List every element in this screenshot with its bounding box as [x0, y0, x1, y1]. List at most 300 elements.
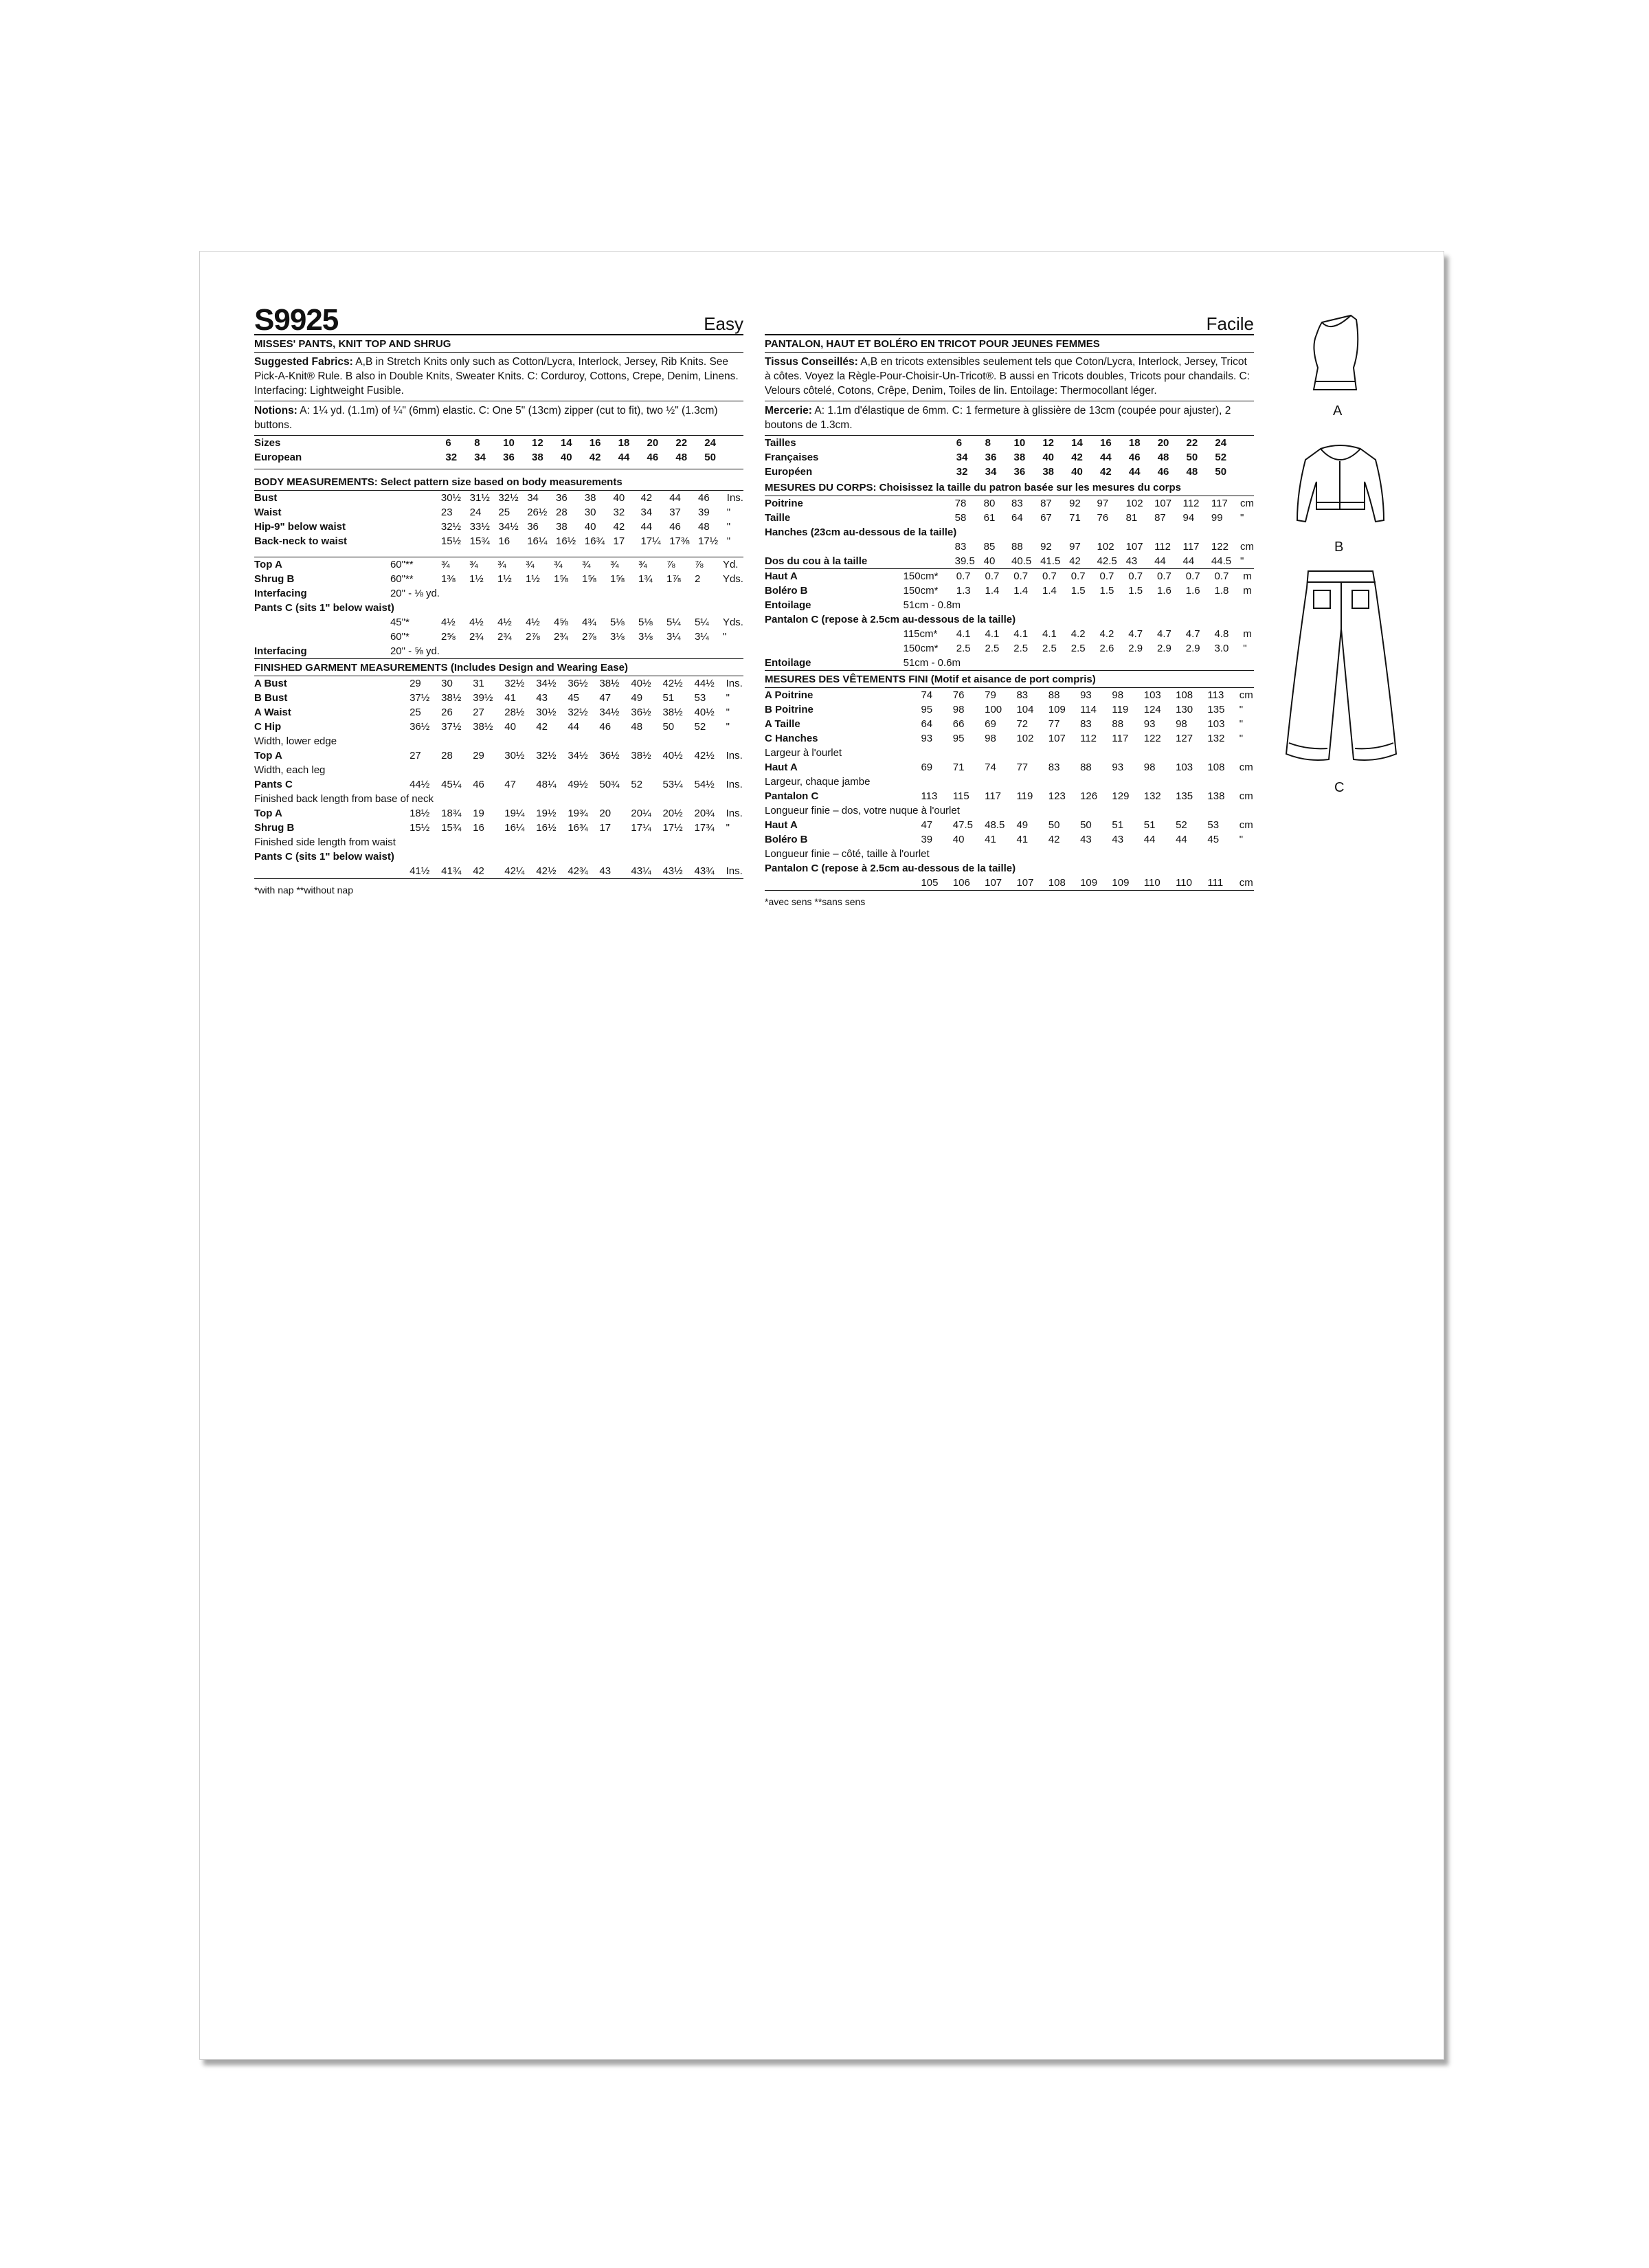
row-suffix: cm: [1239, 877, 1253, 889]
cell-value: 83: [1016, 689, 1029, 701]
cell-value: 24: [469, 507, 482, 518]
cell-value: 16¼: [527, 535, 548, 547]
cell-value: 30½: [504, 750, 525, 761]
cell-value: 104: [1016, 704, 1034, 715]
cell-value: 20: [1157, 437, 1169, 449]
cell-value: 42½: [694, 750, 715, 761]
cell-value: 44: [669, 492, 681, 504]
row-unit: [906, 436, 956, 450]
cell-value: 1.4: [1042, 585, 1057, 597]
cell-value: 41.5: [1040, 555, 1061, 567]
row-label: Hip-9" below waist: [254, 521, 346, 533]
cell-value: 5¼: [666, 616, 681, 628]
cell-value: ¾: [525, 559, 535, 570]
cell-value: 51: [1143, 819, 1156, 831]
cell-value: 30: [584, 507, 596, 518]
cell-value: 20½: [662, 808, 683, 819]
cell-value: 16¾: [568, 822, 588, 834]
row-suffix: ": [726, 521, 731, 533]
cell-value: 111: [1207, 877, 1224, 889]
table-row: [254, 586, 743, 601]
notions-text: A: 1.1m d'élastique de 6mm. C: 1 fermeture à glissière de 13cm (coupée pour ajuster), 2 boutons de 1.3cm.: [765, 405, 1231, 431]
row-label: Poitrine: [765, 498, 803, 509]
cell-value: 34: [527, 492, 539, 504]
cell-value: 97: [1097, 498, 1109, 509]
french-column: [765, 302, 1254, 909]
row-unit: [907, 496, 954, 511]
cell-value: 15½: [440, 535, 462, 547]
row-label: Top A: [254, 750, 282, 761]
table-row: [254, 601, 743, 615]
row-label: C Hip: [254, 721, 282, 733]
pattern-title: MISSES' PANTS, KNIT TOP AND SHRUG: [254, 335, 743, 353]
cell-value: 38: [1042, 466, 1055, 478]
cell-value: 5¼: [694, 616, 709, 628]
cell-value: 24: [704, 437, 716, 449]
cell-value: 32½: [536, 750, 557, 761]
row-suffix: [733, 436, 743, 450]
cell-value: 124: [1143, 704, 1161, 715]
cell-value: 10: [503, 437, 515, 449]
cell-value: 112: [1182, 498, 1200, 509]
cell-value: 29: [473, 750, 484, 761]
cell-value: 16: [1100, 437, 1112, 449]
row-unit: [394, 505, 441, 520]
row-unit: 60"**: [390, 573, 414, 585]
cell-value: 2⅞: [525, 631, 540, 643]
cell-value: 17⅜: [669, 535, 690, 547]
cell-value: 23: [440, 507, 453, 518]
cell-value: 40: [613, 492, 625, 504]
row-label: Pants C (sits 1" below waist): [254, 851, 394, 863]
row-label: B Bust: [254, 692, 288, 704]
cell-value: 2.5: [1070, 643, 1086, 654]
cell-value: 22: [1186, 437, 1198, 449]
fabrics-label: Suggested Fabrics:: [254, 356, 353, 368]
cell-value: 69: [921, 761, 933, 773]
cell-value: 95: [921, 704, 933, 715]
cell-value: 45: [1207, 834, 1220, 845]
cell-value: 41: [504, 692, 516, 704]
cell-value: 1½: [497, 573, 512, 585]
cell-value: 2¾: [553, 631, 568, 643]
cell-value: 117: [985, 790, 1002, 802]
cell-value: 2¾: [497, 631, 512, 643]
cell-value: 50¾: [599, 779, 620, 790]
table-row: [765, 656, 1254, 670]
table-row: [254, 676, 743, 691]
row-label: Tailles: [765, 437, 796, 449]
row-label: Interfacing: [254, 588, 307, 599]
table-row: [765, 450, 1254, 465]
table-row: [765, 598, 1254, 612]
cell-value: 76: [952, 689, 965, 701]
cell-value: 41½: [410, 865, 430, 877]
cell-value: 93: [1143, 718, 1156, 730]
cell-value: 1.6: [1185, 585, 1200, 597]
row-label: European: [254, 452, 302, 463]
cell-value: 50: [662, 721, 675, 733]
sketch-label-b: B: [1334, 540, 1344, 555]
table-row: [765, 731, 1254, 746]
cell-value: 51: [1112, 819, 1124, 831]
cell-value: 36: [503, 452, 515, 463]
cell-value: 47.5: [952, 819, 973, 831]
cell-value: 88: [1080, 761, 1092, 773]
row-unit: 51cm - 0.8m: [903, 599, 961, 611]
cell-value: 4.1: [956, 628, 971, 640]
cell-value: 20¾: [694, 808, 715, 819]
row-unit: [907, 511, 954, 525]
cell-value: 17¼: [640, 535, 661, 547]
row-suffix: cm: [1239, 498, 1254, 509]
cell-value: 1¾: [638, 573, 653, 585]
cell-value: 2.9: [1185, 643, 1200, 654]
row-suffix: ": [1239, 512, 1244, 524]
cell-value: 42: [640, 492, 653, 504]
cell-value: 79: [985, 689, 996, 701]
cell-value: 0.7: [1128, 570, 1143, 582]
row-label: Pantalon C: [765, 790, 819, 802]
row-label: A Bust: [254, 678, 287, 689]
cell-value: 112: [1080, 733, 1097, 744]
cell-value: 32: [445, 452, 458, 463]
cell-value: 92: [1069, 498, 1081, 509]
table-row: [254, 572, 743, 586]
row-suffix: ": [1239, 704, 1244, 715]
cell-value: 32½: [498, 492, 519, 504]
cell-value: 33½: [469, 521, 490, 533]
row-suffix: Yds.: [722, 616, 743, 628]
cell-value: 107: [1016, 877, 1034, 889]
cell-value: 42: [473, 865, 484, 877]
cell-value: 103: [1207, 718, 1225, 730]
table-row: [254, 705, 743, 720]
cell-value: 38½: [662, 707, 683, 718]
cell-value: 16½: [555, 535, 576, 547]
row-suffix: ": [722, 631, 727, 643]
body-measurements-table: [254, 491, 743, 548]
cell-value: 6: [445, 437, 451, 449]
cell-value: 39½: [473, 692, 493, 704]
cell-value: 4⅝: [553, 616, 568, 628]
cell-value: 38½: [441, 692, 462, 704]
cell-value: 53¼: [662, 779, 683, 790]
cell-value: 27: [473, 707, 484, 718]
cell-value: ¾: [497, 559, 506, 570]
table-row: [765, 760, 1254, 775]
cell-value: 38½: [473, 721, 493, 733]
row-label: C Hanches: [765, 733, 818, 744]
cell-value: 2¾: [469, 631, 484, 643]
cell-value: 17½: [698, 535, 719, 547]
table-row: [254, 615, 743, 630]
cell-value: 103: [1143, 689, 1161, 701]
row-unit: 150cm*: [903, 643, 939, 654]
cell-value: 12: [532, 437, 543, 449]
table-row: [254, 436, 743, 450]
cell-value: 83: [954, 541, 967, 553]
cell-value: 30½: [536, 707, 557, 718]
cell-value: 93: [1112, 761, 1124, 773]
row-suffix: cm: [1239, 790, 1253, 802]
table-row: [254, 644, 743, 658]
table-row: [765, 511, 1254, 525]
cell-value: 50: [1080, 819, 1092, 831]
row-suffix: ": [726, 507, 731, 518]
cell-value: 18½: [410, 808, 430, 819]
cell-value: 119: [1016, 790, 1033, 802]
shrug-b-sketch: [1279, 443, 1403, 533]
row-label: Européen: [765, 466, 813, 478]
table-row: [765, 436, 1254, 450]
cell-value: 132: [1207, 733, 1225, 744]
cell-value: 0.7: [1185, 570, 1200, 582]
cell-value: 46: [669, 521, 681, 533]
row-label: Françaises: [765, 452, 819, 463]
cell-value: 41: [985, 834, 996, 845]
cell-value: 81: [1125, 512, 1138, 524]
cell-value: 40: [560, 452, 572, 463]
row-suffix: Ins.: [726, 779, 743, 790]
table-row: [254, 534, 743, 548]
cell-value: 34½: [568, 750, 588, 761]
row-label: Back-neck to waist: [254, 535, 348, 547]
cell-value: 42: [613, 521, 625, 533]
row-unit: [907, 540, 954, 554]
cell-value: 6: [956, 437, 963, 449]
table-row: [765, 465, 1254, 479]
cell-value: 4.1: [1013, 628, 1029, 640]
cell-value: 40: [504, 721, 516, 733]
cell-value: 119: [1112, 704, 1129, 715]
cell-value: 2.9: [1157, 643, 1171, 654]
cell-value: 77: [1048, 718, 1060, 730]
cell-value: 17: [613, 535, 625, 547]
row-unit: [394, 534, 441, 548]
cell-value: 44.5: [1211, 555, 1232, 567]
cell-value: 107: [985, 877, 1002, 889]
cell-value: 16¼: [504, 822, 525, 834]
cell-value: 88: [1048, 689, 1060, 701]
cell-value: 109: [1112, 877, 1130, 889]
suggested-fabrics: [254, 353, 743, 401]
cell-value: 37: [669, 507, 681, 518]
cell-value: 4.7: [1128, 628, 1143, 640]
cell-value: 122: [1211, 541, 1229, 553]
fabrics-text: A,B in Stretch Knits only such as Cotton/Lycra, Interlock, Jersey, Rib Knits. See Pick-A-Knit® Rule. B also in Double Knits, Sweater Knits. C: Corduroy, Cottons, Crepe, Denim, Linens. Interfacing: Lightweight Fusible.: [254, 356, 739, 397]
cell-value: 43: [536, 692, 548, 704]
cell-value: 2.9: [1128, 643, 1143, 654]
cell-value: 34: [956, 452, 968, 463]
row-suffix: Ins.: [726, 865, 743, 877]
cell-value: 1⅝: [553, 573, 568, 585]
finished-measurements-title: MESURES DES VÊTEMENTS FINI (Motif et aisance de port compris): [765, 671, 1254, 688]
cell-value: 48.5: [985, 819, 1005, 831]
row-suffix: [1244, 450, 1254, 465]
cell-value: ⅞: [694, 559, 704, 570]
cell-value: 78: [954, 498, 967, 509]
cell-value: ¾: [469, 559, 478, 570]
table-row: [765, 569, 1254, 583]
cell-value: 53: [694, 692, 706, 704]
cell-value: 45: [568, 692, 580, 704]
cell-value: 19: [473, 808, 484, 819]
cell-value: 17¼: [631, 822, 651, 834]
row-suffix: ": [1239, 718, 1244, 730]
cell-value: 47: [599, 692, 612, 704]
cell-value: 42½: [662, 678, 683, 689]
cell-value: 98: [985, 733, 996, 744]
cell-value: 58: [954, 512, 967, 524]
row-suffix: Ins.: [726, 808, 743, 819]
cell-value: 3⅛: [609, 631, 625, 643]
cell-value: 19½: [536, 808, 557, 819]
table-row: [765, 496, 1254, 511]
cell-value: 39: [698, 507, 710, 518]
cell-value: 46: [599, 721, 612, 733]
cell-value: 38: [584, 492, 596, 504]
cell-value: 42½: [536, 865, 557, 877]
cell-value: 83: [1080, 718, 1092, 730]
body-measurements-title: MESURES DU CORPS: Choisissez la taille du patron basée sur les mesures du corps: [765, 479, 1254, 496]
cell-value: 26: [441, 707, 453, 718]
cell-value: 107: [1125, 541, 1143, 553]
row-unit: 20" - ⅛ yd.: [390, 588, 440, 599]
cell-value: 30: [441, 678, 453, 689]
row-suffix: m: [1243, 628, 1252, 640]
cell-value: 44: [1182, 555, 1195, 567]
row-label: Sizes: [254, 437, 281, 449]
cell-value: 17: [599, 822, 612, 834]
row-label: Longueur finie – dos, votre nuque à l'ourlet: [765, 805, 960, 816]
cell-value: 83: [1011, 498, 1023, 509]
cell-value: 20¼: [631, 808, 651, 819]
cell-value: 50: [1186, 452, 1198, 463]
cell-value: 20: [599, 808, 612, 819]
table-row: [254, 691, 743, 705]
cell-value: 2: [694, 573, 701, 585]
cell-value: 113: [921, 790, 938, 802]
row-label: Dos du cou à la taille: [765, 555, 868, 567]
cell-value: 44: [640, 521, 653, 533]
row-label: Finished back length from base of neck: [254, 793, 434, 805]
cell-value: 30½: [440, 492, 462, 504]
row-suffix: ": [1239, 834, 1244, 845]
cell-value: 0.7: [985, 570, 1000, 582]
sizes-table: [254, 436, 743, 465]
cell-value: 1⅝: [581, 573, 596, 585]
table-row: [765, 847, 1254, 861]
cell-value: 76: [1097, 512, 1109, 524]
cell-value: 0.7: [1013, 570, 1029, 582]
cell-value: 50: [704, 452, 716, 463]
row-label: Taille: [765, 512, 791, 524]
row-label: Width, each leg: [254, 764, 326, 776]
row-label: Waist: [254, 507, 282, 518]
cell-value: 42: [1071, 452, 1083, 463]
cell-value: 74: [985, 761, 996, 773]
row-label: Haut A: [765, 819, 798, 831]
cell-value: 108: [1207, 761, 1225, 773]
cell-value: 114: [1080, 704, 1097, 715]
cell-value: 28: [441, 750, 453, 761]
cell-value: 4.1: [1042, 628, 1057, 640]
cell-value: 52: [1176, 819, 1187, 831]
pattern-number: S9925: [254, 303, 339, 337]
cell-value: 34: [640, 507, 653, 518]
cell-value: 46: [1128, 452, 1141, 463]
cell-value: 64: [921, 718, 933, 730]
cell-value: 1⅝: [609, 573, 625, 585]
row-suffix: ": [726, 721, 730, 733]
cell-value: 132: [1143, 790, 1161, 802]
cell-value: 15¾: [469, 535, 490, 547]
cell-value: 32: [956, 466, 968, 478]
body-measurements-table: [765, 496, 1254, 568]
cell-value: 32½: [568, 707, 588, 718]
cell-value: 24: [1215, 437, 1227, 449]
row-unit: 60"*: [390, 631, 410, 643]
row-suffix: [1244, 465, 1254, 479]
cell-value: 98: [1176, 718, 1187, 730]
cell-value: 4¾: [581, 616, 596, 628]
table-row: [254, 630, 743, 644]
cell-value: 72: [1016, 718, 1029, 730]
cell-value: 54½: [694, 779, 715, 790]
cell-value: 17½: [662, 822, 683, 834]
cell-value: 44: [1143, 834, 1156, 845]
cell-value: 2⅝: [440, 631, 456, 643]
cell-value: 29: [410, 678, 421, 689]
cell-value: 43¾: [694, 865, 715, 877]
row-label: Entoilage: [765, 599, 811, 611]
cell-value: 110: [1176, 877, 1192, 889]
cell-value: 123: [1048, 790, 1066, 802]
cell-value: 36: [527, 521, 539, 533]
cell-value: 1.5: [1070, 585, 1086, 597]
cell-value: 0.7: [956, 570, 971, 582]
cell-value: 1.5: [1128, 585, 1143, 597]
row-suffix: m: [1243, 585, 1252, 597]
fabrics-label: Tissus Conseillés:: [765, 356, 858, 368]
cell-value: 40: [584, 521, 596, 533]
cell-value: 37½: [410, 692, 430, 704]
notions-label: Notions:: [254, 405, 298, 416]
cell-value: 2.5: [956, 643, 971, 654]
cell-value: 47: [921, 819, 933, 831]
cell-value: 66: [952, 718, 965, 730]
row-unit: 150cm*: [903, 585, 939, 597]
row-unit: [906, 450, 956, 465]
cell-value: 87: [1154, 512, 1166, 524]
row-unit: 45"*: [390, 616, 410, 628]
cell-value: 34: [474, 452, 486, 463]
cell-value: 117: [1112, 733, 1129, 744]
cell-value: 36: [985, 452, 997, 463]
difficulty-level: Easy: [704, 313, 743, 334]
cell-value: 18: [618, 437, 630, 449]
cell-value: 102: [1016, 733, 1034, 744]
row-unit: [395, 450, 446, 465]
row-label: Entoilage: [765, 657, 811, 669]
cell-value: 48: [631, 721, 643, 733]
cell-value: 0.7: [1042, 570, 1057, 582]
cell-value: 4½: [497, 616, 512, 628]
cell-value: 38½: [599, 678, 620, 689]
cell-value: 31½: [469, 492, 490, 504]
cell-value: 88: [1011, 541, 1023, 553]
